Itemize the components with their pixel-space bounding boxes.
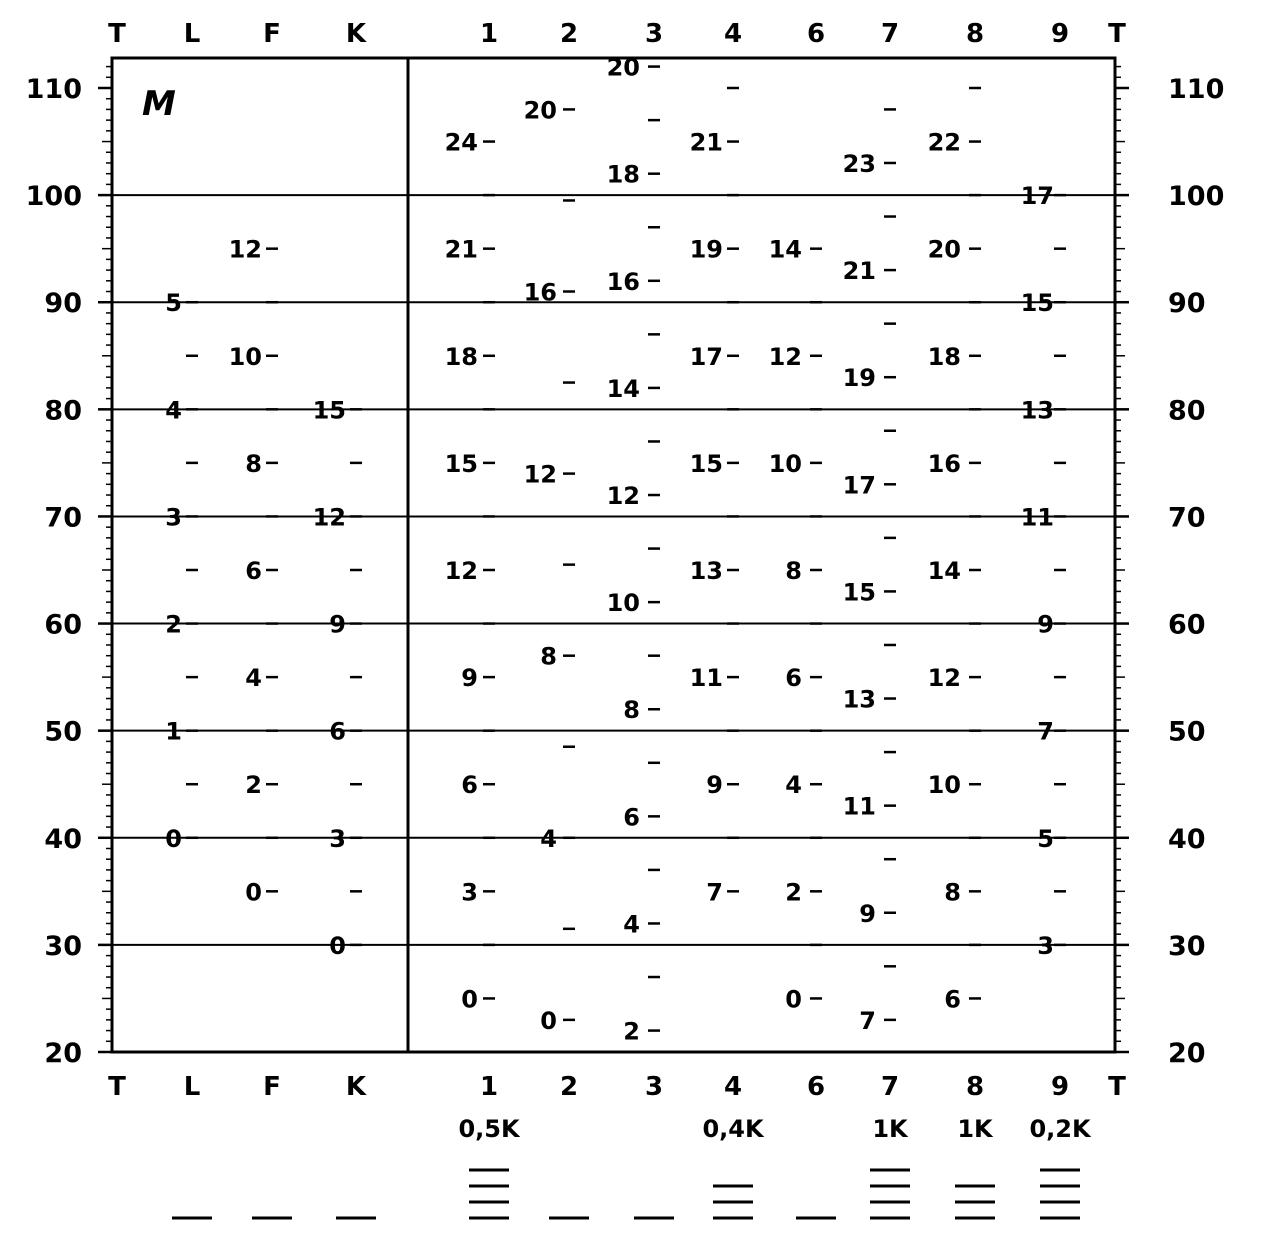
column-tick-label: 3: [1037, 931, 1054, 960]
bottom-label: F: [263, 1072, 281, 1102]
column-tick-label: 9: [329, 610, 346, 639]
column-tick-label: 9: [1037, 610, 1054, 639]
column-tick-label: 17: [1020, 182, 1054, 211]
column-tick-label: 13: [1020, 396, 1054, 425]
bottom-label: 2: [559, 1072, 579, 1102]
column-tick-label: 12: [768, 342, 802, 371]
factor-label: 0,5K: [458, 1115, 520, 1143]
bottom-label: 3: [644, 1072, 664, 1102]
column-tick-label: 16: [927, 449, 961, 478]
column-tick-label: 0: [785, 985, 802, 1014]
column-tick-label: 3: [329, 824, 346, 853]
column-tick-label: 4: [623, 910, 640, 939]
column-tick-label: 4: [165, 396, 182, 425]
column-tick-label: 4: [245, 664, 262, 693]
column-tick-label: 4: [785, 771, 802, 800]
column-scale-1: [445, 129, 495, 1014]
legend-marker: [1040, 1170, 1080, 1218]
column-tick-label: 15: [842, 578, 876, 607]
column-tick-label: 2: [623, 1017, 640, 1046]
column-tick-label: 11: [1020, 503, 1054, 532]
bottom-label: 7: [880, 1072, 900, 1102]
top-label: K: [345, 19, 367, 49]
column-scale-7: [843, 109, 896, 1034]
scale-label-right: 70: [1168, 502, 1206, 534]
frame-border: [112, 58, 1115, 1052]
column-tick-label: 19: [689, 235, 723, 264]
top-label: 9: [1050, 19, 1070, 49]
bottom-label: 1: [479, 1072, 499, 1102]
column-tick-label: 16: [606, 267, 640, 296]
bottom-label: 6: [806, 1072, 826, 1102]
column-tick-label: 24: [444, 128, 478, 157]
factor-label: 1K: [957, 1115, 993, 1143]
column-tick-label: 12: [444, 557, 478, 585]
column-tick-label: 10: [768, 449, 802, 478]
column-tick-label: 12: [312, 503, 346, 532]
column-tick-label: 6: [944, 985, 961, 1014]
top-label: 8: [965, 19, 985, 49]
column-tick-label: 23: [842, 149, 876, 178]
factor-label: 1K: [872, 1115, 908, 1143]
column-tick-label: 20: [606, 53, 640, 82]
top-label: 1: [479, 19, 499, 49]
column-tick-label: 8: [785, 557, 802, 585]
column-tick-label: 0: [165, 824, 182, 853]
top-label: 4: [723, 19, 743, 49]
column-scale-4: [690, 88, 739, 906]
column-tick-label: 15: [312, 396, 346, 425]
column-tick-label: 8: [245, 449, 262, 478]
column-tick-label: 0: [461, 985, 478, 1014]
column-tick-label: 12: [228, 235, 262, 264]
column-scale-k: [313, 396, 362, 960]
factor-label: 0,2K: [1029, 1115, 1091, 1143]
column-tick-label: 18: [444, 342, 478, 371]
column-tick-label: 21: [444, 235, 478, 264]
grid-lines: [112, 195, 1115, 945]
bottom-label: 8: [965, 1072, 985, 1102]
scale-label-right: 110: [1168, 74, 1225, 105]
legend-marker: [469, 1170, 509, 1218]
legend-markers: [172, 1170, 1080, 1218]
column-tick-label: 7: [706, 878, 723, 907]
column-tick-label: 0: [540, 1006, 557, 1035]
column-tick-label: 8: [540, 642, 557, 671]
column-tick-label: 11: [689, 664, 723, 693]
bottom-label: K: [345, 1072, 367, 1102]
bottom-label: L: [183, 1072, 201, 1102]
column-tick-label: 6: [329, 717, 346, 746]
column-tick-label: 2: [785, 878, 802, 907]
panel-letter: M: [142, 84, 176, 124]
column-scale-f: [229, 236, 278, 907]
column-tick-label: 6: [623, 803, 640, 832]
scale-label-left: 30: [44, 930, 82, 962]
bottom-label: T: [108, 1072, 126, 1102]
column-tick-label: 5: [165, 289, 182, 318]
column-tick-label: 18: [927, 342, 961, 371]
top-label: 2: [559, 19, 579, 49]
column-scale-2: [524, 96, 575, 1034]
scale-label-left: 80: [44, 395, 82, 427]
column-tick-label: 1: [165, 717, 182, 746]
column-tick-label: 21: [689, 128, 723, 157]
column-tick-label: 3: [165, 503, 182, 532]
scale-label-right: 30: [1168, 930, 1206, 962]
column-tick-label: 9: [706, 771, 723, 800]
bottom-label: T: [1108, 1072, 1126, 1102]
top-label: F: [263, 19, 281, 49]
column-tick-label: 12: [523, 460, 557, 489]
column-tick-label: 15: [444, 449, 478, 478]
top-label: 7: [880, 19, 900, 49]
scale-label-left: 40: [44, 823, 82, 855]
column-tick-label: 16: [523, 278, 557, 307]
top-label: T: [108, 19, 126, 49]
column-scale-8: [928, 88, 981, 1013]
column-tick-label: 6: [245, 557, 262, 585]
column-tick-label: 14: [606, 374, 640, 403]
bottom-label: 4: [723, 1072, 743, 1102]
scale-label-right: 50: [1168, 716, 1206, 748]
top-label: 3: [644, 19, 664, 49]
column-tick-label: 20: [927, 235, 961, 264]
column-tick-label: 11: [842, 792, 876, 821]
column-tick-label: 2: [165, 610, 182, 639]
top-label: 6: [806, 19, 826, 49]
column-tick-label: 13: [689, 557, 723, 585]
column-tick-label: 22: [927, 128, 961, 157]
column-tick-label: 0: [245, 878, 262, 907]
column-tick-label: 8: [944, 878, 961, 907]
column-tick-label: 5: [1037, 824, 1054, 853]
column-scales: [165, 54, 1066, 1046]
column-tick-label: 6: [785, 664, 802, 693]
column-tick-label: 18: [606, 160, 640, 189]
column-tick-label: 21: [842, 257, 876, 286]
scale-label-right: 60: [1168, 609, 1206, 641]
column-tick-label: 10: [228, 342, 262, 371]
legend-marker: [870, 1170, 910, 1218]
column-tick-label: 20: [523, 96, 557, 125]
legend-marker: [713, 1186, 753, 1218]
column-tick-label: 2: [245, 771, 262, 800]
scale-label-right: 100: [1168, 181, 1225, 213]
column-scale-3: [607, 54, 660, 1046]
factor-labels: [458, 1115, 1092, 1143]
column-tick-label: 9: [461, 664, 478, 693]
scale-label-right: 80: [1168, 395, 1206, 427]
column-tick-label: 7: [1037, 717, 1054, 746]
column-tick-label: 0: [329, 931, 346, 960]
column-tick-label: 4: [540, 824, 557, 853]
column-tick-label: 10: [927, 771, 961, 800]
column-tick-label: 10: [606, 589, 640, 618]
column-tick-label: 12: [927, 664, 961, 693]
column-scale-l: [165, 289, 198, 853]
column-tick-label: 14: [927, 557, 961, 585]
column-tick-label: 17: [842, 471, 876, 500]
column-tick-label: 3: [461, 878, 478, 907]
column-tick-label: 8: [623, 696, 640, 725]
scale-label-right: 40: [1168, 823, 1206, 855]
scale-label-left: 20: [44, 1038, 82, 1069]
factor-label: 0,4K: [702, 1115, 764, 1143]
scale-label-left: 50: [44, 716, 82, 748]
column-tick-label: 9: [859, 899, 876, 928]
column-tick-label: 6: [461, 771, 478, 800]
column-tick-label: 15: [689, 449, 723, 478]
scale-label-left: 90: [44, 288, 82, 320]
scale-label-left: 110: [25, 74, 82, 105]
bottom-label: 9: [1050, 1072, 1070, 1102]
scale-label-left: 60: [44, 609, 82, 641]
column-tick-label: 13: [842, 685, 876, 714]
scale-label-left: 100: [25, 181, 82, 213]
frame: [112, 58, 1115, 1052]
legend-marker: [955, 1186, 995, 1218]
column-tick-label: 15: [1020, 289, 1054, 318]
column-tick-label: 19: [842, 364, 876, 393]
column-tick-label: 12: [606, 482, 640, 511]
column-tick-label: 17: [689, 342, 723, 371]
scale-label-left: 70: [44, 502, 82, 534]
column-tick-label: 14: [768, 235, 802, 264]
top-label: T: [1108, 19, 1126, 49]
column-tick-label: 7: [859, 1006, 876, 1035]
column-scale-9: [1021, 182, 1066, 960]
scale-label-right: 20: [1168, 1038, 1206, 1069]
top-label: L: [183, 19, 201, 49]
scale-label-right: 90: [1168, 288, 1206, 320]
